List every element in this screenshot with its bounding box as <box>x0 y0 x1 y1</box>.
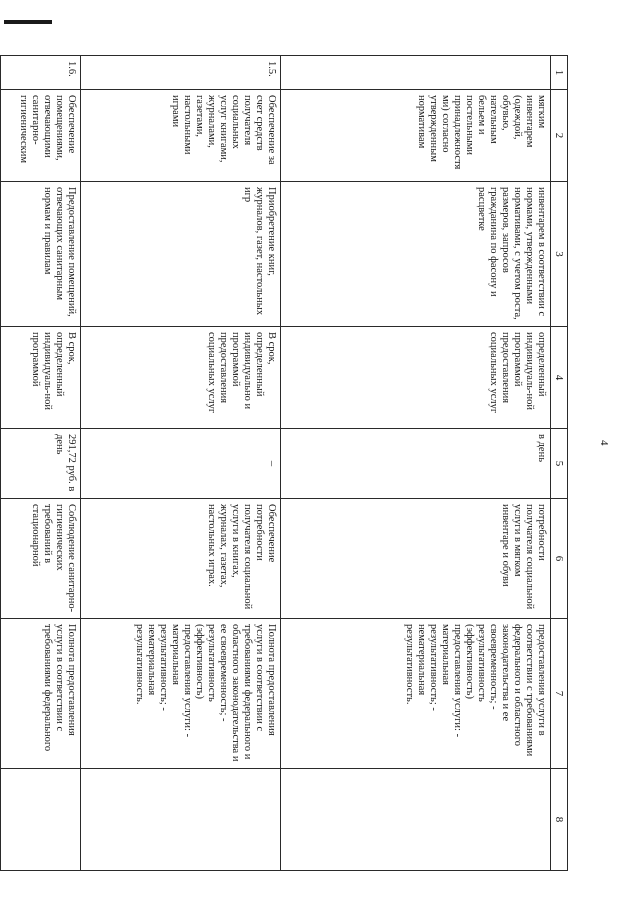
service-note <box>1 769 81 871</box>
service-cost: в день <box>281 429 551 499</box>
service-indicator: Соблюдение санитарно-гигиенических требований в стационарной <box>1 499 81 619</box>
row-number: 1.5. <box>81 56 281 90</box>
service-name: Обеспечение за счет средств получателя социальных услуг книгами, журналами, газетами, настольными играми <box>81 90 281 182</box>
header-cell: 2 <box>551 90 568 182</box>
table-row <box>81 56 281 871</box>
service-note <box>281 769 551 871</box>
table-row <box>281 56 551 871</box>
header-cell: 5 <box>551 429 568 499</box>
header-cell: 6 <box>551 499 568 619</box>
service-term: В срок, определенный индивидуаль-ной программой <box>1 327 81 429</box>
service-name: Обеспечение помещениями, отвечающими санитарно-гигиеническим <box>1 90 81 182</box>
service-indicator: Обеспечение потребности получателя социальной услуги в книгах, журналах, газетах, настольных играх. <box>81 499 281 619</box>
service-description: Приобретение книг, журналов, газет, настольных игр <box>81 182 281 327</box>
row-number <box>281 56 551 90</box>
service-name: мягким инвентарем (одеждой, обувью, нательным бельем и постельными принадлежностя ми) согласно утвержденным нормативам <box>281 90 551 182</box>
header-cell: 8 <box>551 769 568 871</box>
service-term: В срок, определенный индивидуально и программой предоставления социальных услуг <box>81 327 281 429</box>
service-conditions: Полнота предоставления услуги в соответствии с требованиями федерального и областного законодательства и ее своевременность; - результативность (эффективность) предоставления услуги: - материальная результативность; - нематериальная результативность. <box>81 619 281 769</box>
service-conditions: Полнота предоставления услуги в соответствии с требованиями федерального <box>1 619 81 769</box>
services-table <box>0 55 568 871</box>
service-note <box>81 769 281 871</box>
header-cell: 7 <box>551 619 568 769</box>
row-number: 1.6. <box>1 56 81 90</box>
header-row <box>551 56 568 871</box>
service-cost: – <box>81 429 281 499</box>
header-cell: 3 <box>551 182 568 327</box>
service-description: инвентарем в соответствии с нормами, утвержденными нормативами, с учетом роста, размеров, запросов гражданина по фасону и расцветке <box>281 182 551 327</box>
table-row <box>1 56 81 871</box>
service-description: Предоставление помещений, отвечающих санитарным нормам и правилам <box>1 182 81 327</box>
header-cell: 1 <box>551 56 568 90</box>
service-cost: 291,72 руб. в день <box>1 429 81 499</box>
service-term: определенный индивидуаль-ной программой предоставления социальных услуг <box>281 327 551 429</box>
service-conditions: предоставления услуги в соответствии с требованиями федерального и областного законодательства и ее своевременность; - результативность (эффективность) предоставления услуги: - материальная результативность; - нематериальная результативность. <box>281 619 551 769</box>
margin-rule <box>4 20 52 24</box>
header-cell: 4 <box>551 327 568 429</box>
page-number: 4 <box>598 440 610 446</box>
service-indicator: потребности получателя социальной услуги в мягком инвентаре и обуви <box>281 499 551 619</box>
